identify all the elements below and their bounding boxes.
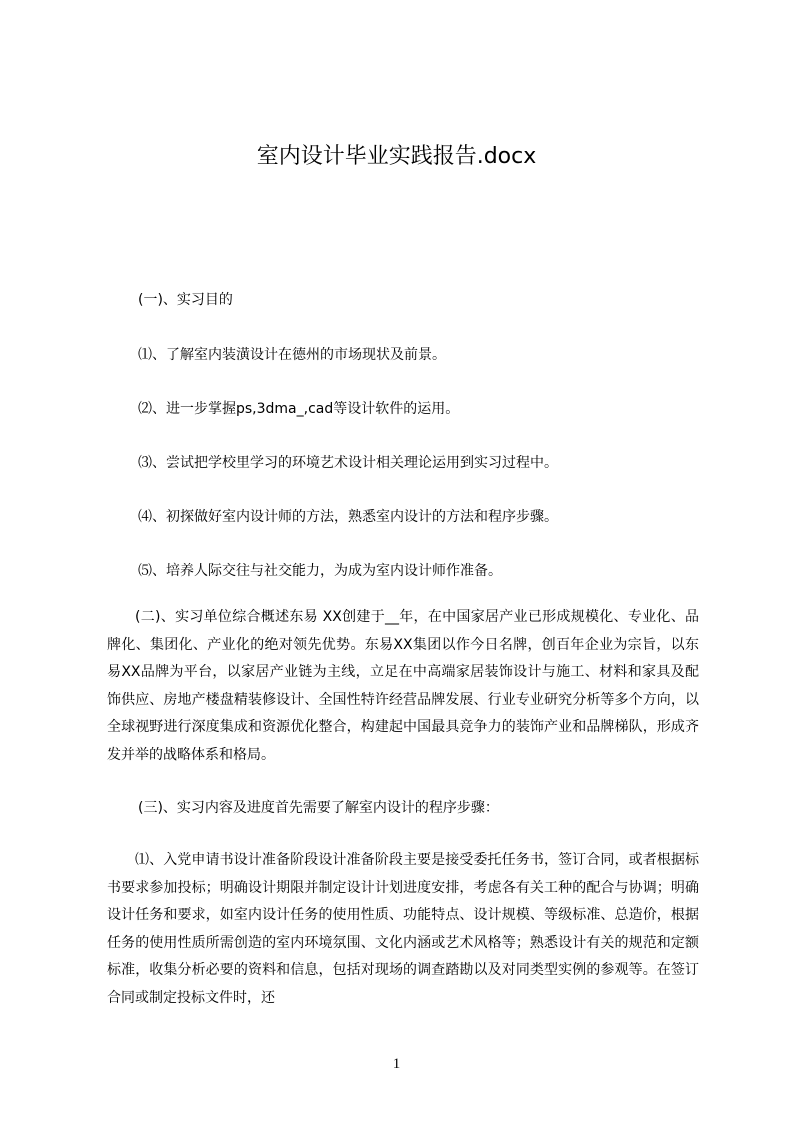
paragraph-company-overview: (二)、实习单位综合概述东易 XX创建于__年，在中国家居产业已形成规模化、专业化、品牌化、集团化、产业化的绝对领先优势。东易XX集团以作今日名牌，创百年企业为宗旨，以东易XX品牌为平台，以家居产业链为主线，立足在中高端家居装饰设计与施工、材料和家具及配饰供应、房地产楼盘精装修设计、全国性特许经营品牌发展、行业专业研究分析等多个方向，以全球视野进行深度集成和资源优化整合，构建起中国最具竞争力的装饰产业和品牌梯队，形成齐发并举的战略体系和格局。 (107, 609, 699, 763)
document-title: 室内设计毕业实践报告.docx (256, 144, 537, 169)
page-number: 1 (392, 1056, 401, 1072)
list-item: ⑷、初探做好室内设计师的方法，熟悉室内设计的方法和程序步骤。 (138, 509, 558, 525)
list-item: ⑶、尝试把学校里学习的环境艺术设计相关理论运用到实习过程中。 (138, 455, 558, 471)
section-heading-purpose: (一)、实习目的 (138, 292, 233, 308)
section-heading-content: (三)、实习内容及进度首先需要了解室内设计的程序步骤： (138, 800, 499, 816)
list-item: ⑵、进一步掌握ps,3dma_,cad等设计软件的运用。 (138, 401, 460, 417)
list-item: ⑸、培养人际交往与社交能力，为成为室内设计师作准备。 (138, 563, 502, 579)
list-item: ⑴、了解室内装潢设计在德州的市场现状及前景。 (138, 347, 446, 363)
paragraph-design-preparation: ⑴、入党申请书设计准备阶段设计准备阶段主要是接受委托任务书，签订合同，或者根据标书要求参加投标；明确设计期限并制定设计计划进度安排，考虑各有关工种的配合与协调；明确设计任务和要求，如室内设计任务的使用性质、功能特点、设计规模、等级标准、总造价，根据任务的使用性质所需创造的室内环境氛围、文化内涵或艺术风格等；熟悉设计有关的规范和定额标准，收集分析必要的资料和信息，包括对现场的调查踏勘以及对同类型实例的参观等。在签订合同或制定投标文件时，还 (107, 852, 699, 1006)
